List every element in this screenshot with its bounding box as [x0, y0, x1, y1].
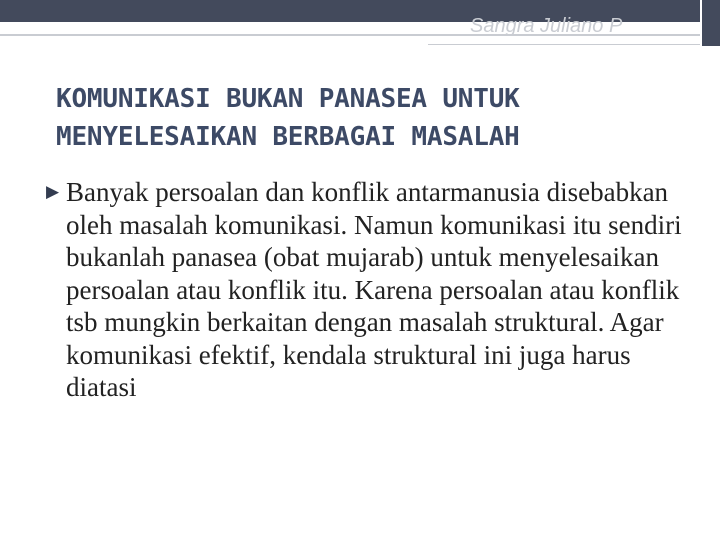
author-underline [428, 44, 700, 45]
author-name: Sangra Juliano P [470, 15, 623, 37]
top-header-bar-end [702, 0, 720, 46]
slide-title: KOMUNIKASI BUKAN PANASEA UNTUK MENYELESAIKAN BERBAGAI MASALAH [56, 84, 520, 152]
triangle-bullet-icon: ▶ [46, 182, 60, 201]
slide-body [46, 176, 696, 404]
bullet-item [46, 176, 696, 404]
bullet-text: Banyak persoalan dan konflik antarmanusia disebabkan oleh masalah komunikasi. Namun komunikasi itu sendiri bukanlah panasea (obat mujarab) untuk menyelesaikan persoalan atau konflik itu. Karena persoalan atau konflik tsb mungkin berkaitan dengan masalah struktural. Agar komunikasi efektif, kendala struktural ini juga harus diatasi [66, 177, 682, 402]
